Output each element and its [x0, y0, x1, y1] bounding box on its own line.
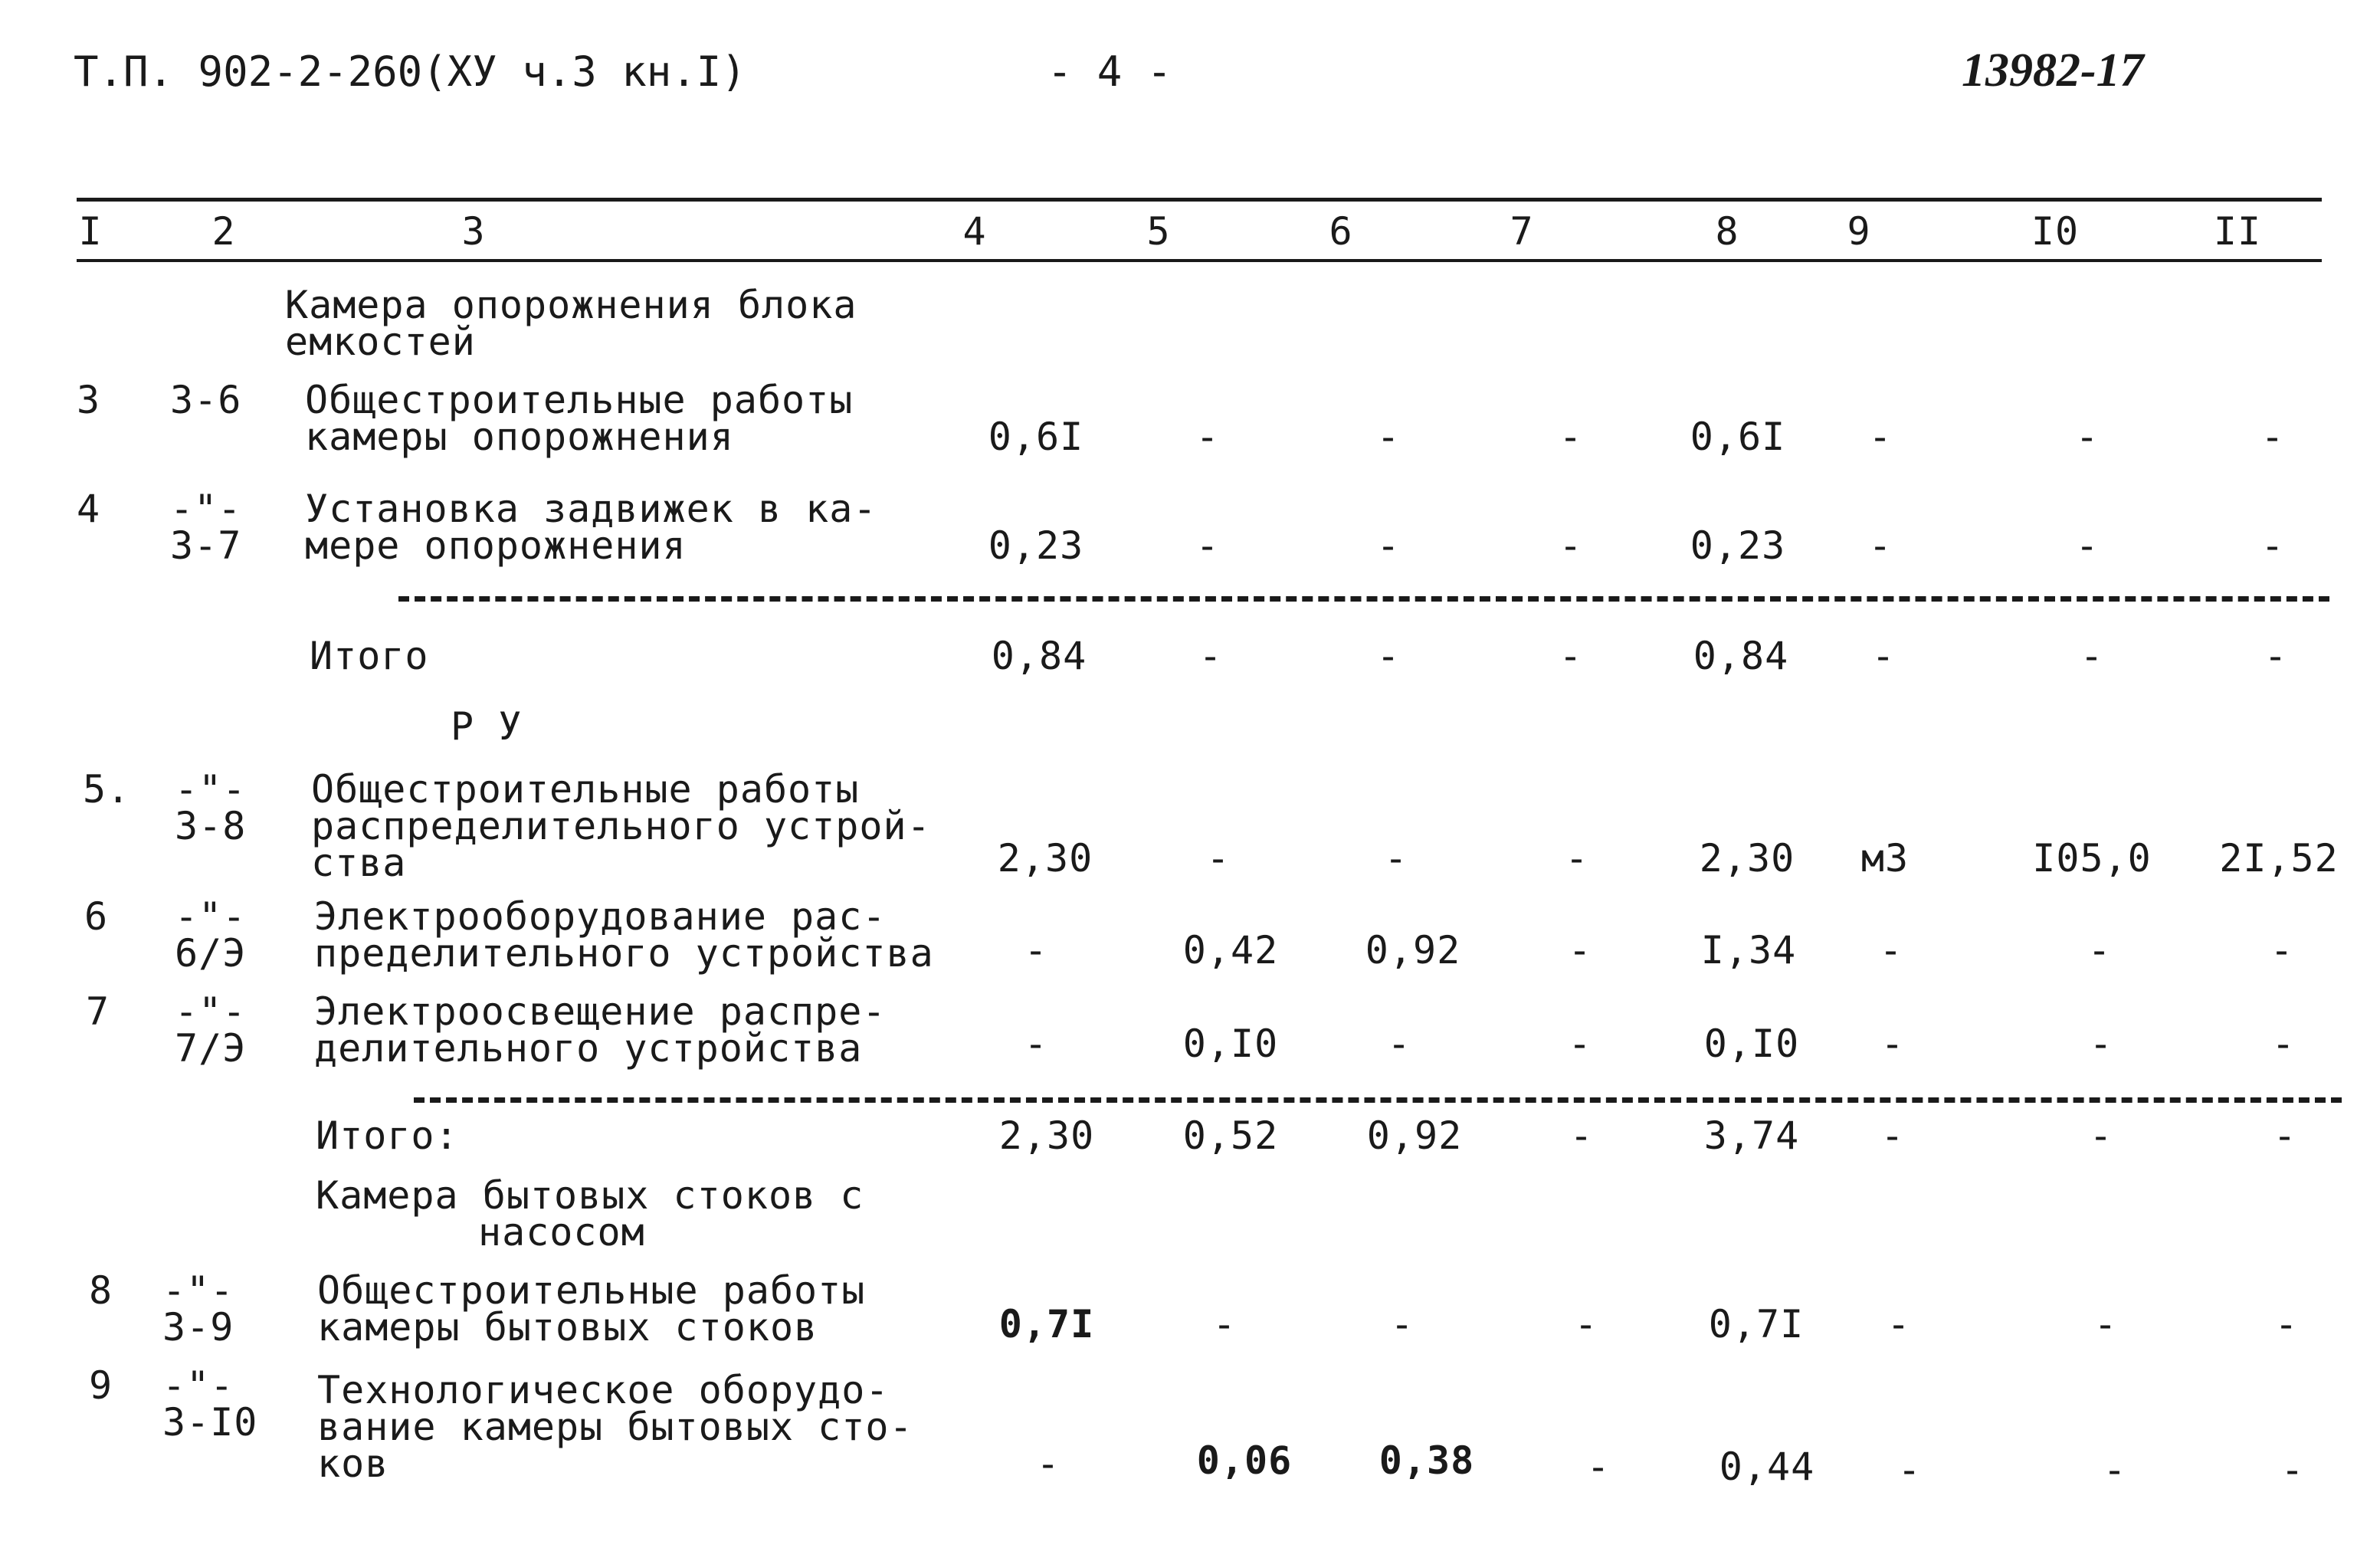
value-col11: -	[2271, 1022, 2296, 1066]
work-code: 3-I0	[162, 1400, 258, 1445]
value-col9: -	[1880, 1113, 1905, 1158]
value-col9: -	[1897, 1448, 1922, 1492]
work-name: Общестроительные работы	[305, 378, 854, 422]
value-col7: -	[1569, 1113, 1594, 1158]
value-col5: 0,42	[1182, 928, 1279, 972]
value-col5: -	[1198, 634, 1223, 678]
value-col11: -	[2264, 634, 2288, 678]
value-col8: 0,84	[1693, 634, 1789, 678]
value-col10: -	[2089, 1113, 2113, 1158]
column-header: 7	[1510, 209, 1534, 254]
value-col9: -	[1871, 634, 1896, 678]
work-name: мере опорожнения	[305, 523, 687, 568]
value-col4: 0,6I	[988, 415, 1084, 459]
dashed-separator	[414, 1097, 2342, 1103]
value-col7: -	[1559, 523, 1583, 568]
column-header: II	[2213, 209, 2262, 254]
value-col5: 0,I0	[1182, 1022, 1279, 1066]
value-col10: -	[2080, 634, 2104, 678]
total-label: Итого	[310, 634, 429, 678]
value-col11: -	[2280, 1448, 2305, 1492]
work-name: пределительного устройства	[314, 931, 934, 976]
value-col7: -	[1568, 928, 1592, 972]
value-col4: -	[1024, 928, 1048, 972]
column-header: 9	[1847, 209, 1871, 254]
value-col8: I,34	[1700, 928, 1797, 972]
value-col4: -	[1036, 1441, 1061, 1486]
value-col7: -	[1568, 1022, 1592, 1066]
value-col5: -	[1195, 523, 1220, 568]
section-title: емкостей	[285, 320, 476, 364]
value-col8: 0,I0	[1703, 1022, 1800, 1066]
value-col11: -	[2270, 928, 2294, 972]
value-col4: 0,23	[988, 523, 1084, 568]
value-col6: 0,92	[1365, 928, 1461, 972]
row-number: 3	[77, 378, 101, 422]
value-col10: I05,0	[2032, 836, 2152, 881]
value-col6: 0,92	[1366, 1113, 1463, 1158]
value-col8: 0,6I	[1690, 415, 1786, 459]
value-col7: -	[1559, 415, 1583, 459]
section-title: Р У	[451, 704, 523, 749]
value-col8: 3,74	[1703, 1113, 1800, 1158]
column-header: I	[78, 209, 103, 254]
table-header-rule	[77, 259, 2322, 262]
value-col7: -	[1559, 634, 1583, 678]
column-header: 5	[1146, 209, 1171, 254]
column-header: 6	[1329, 209, 1353, 254]
column-header: 3	[461, 209, 486, 254]
value-col11: 2I,52	[2219, 836, 2339, 881]
column-header: 4	[962, 209, 987, 254]
value-col10: -	[2093, 1302, 2118, 1346]
work-name: ков	[317, 1441, 389, 1486]
work-code: 6/Э	[175, 931, 247, 976]
work-name: Установка задвижек в ка-	[305, 487, 877, 531]
work-code: 7/Э	[175, 1026, 247, 1071]
value-col11: -	[2273, 1113, 2297, 1158]
section-title: Камера бытовых стоков с	[316, 1173, 864, 1218]
row-number: 6	[84, 894, 109, 939]
dashed-separator	[398, 596, 2329, 602]
work-name: камеры бытовых стоков	[317, 1305, 818, 1350]
value-col5: -	[1212, 1302, 1237, 1346]
value-col6: -	[1390, 1302, 1415, 1346]
row-number: 8	[89, 1268, 113, 1313]
column-header: 8	[1715, 209, 1739, 254]
value-col9: м3	[1860, 836, 1910, 881]
page-number: - 4 -	[1047, 48, 1172, 96]
value-col8: 0,44	[1719, 1445, 1815, 1489]
value-col10: -	[2075, 523, 2100, 568]
value-col11: -	[2260, 415, 2285, 459]
work-code: 3-9	[162, 1305, 234, 1350]
work-code: -"-	[162, 1268, 234, 1313]
work-code: -"-	[170, 487, 242, 531]
column-header: I0	[2031, 209, 2080, 254]
value-col9: -	[1880, 1022, 1905, 1066]
value-col9: -	[1879, 928, 1903, 972]
value-col6: 0,38	[1378, 1438, 1475, 1483]
work-name: камеры опорожнения	[305, 415, 734, 459]
row-number: 5.	[83, 767, 131, 812]
value-col5: 0,06	[1196, 1438, 1293, 1483]
value-col11: -	[2260, 523, 2285, 568]
value-col4: 2,30	[998, 1113, 1095, 1158]
work-code: 3-8	[175, 804, 247, 848]
row-number: 7	[86, 989, 110, 1034]
value-col6: -	[1384, 836, 1408, 881]
value-col9: -	[1868, 415, 1893, 459]
value-col6: -	[1376, 415, 1401, 459]
value-col5: -	[1195, 415, 1220, 459]
work-name: Общестроительные работы	[311, 767, 860, 812]
work-code: -"-	[162, 1363, 234, 1408]
work-name: Общестроительные работы	[317, 1268, 866, 1313]
value-col5: -	[1206, 836, 1231, 881]
value-col5: 0,52	[1182, 1113, 1279, 1158]
document-designation: Т.П. 902-2-260(ХУ ч.3 кн.I)	[74, 48, 746, 96]
value-col7: -	[1565, 836, 1589, 881]
work-name: вание камеры бытовых сто-	[317, 1405, 913, 1449]
value-col4: 0,7I	[998, 1302, 1095, 1346]
work-code: 3-7	[170, 523, 242, 568]
total-label: Итого:	[316, 1113, 459, 1158]
work-code: 3-6	[170, 378, 242, 422]
value-col8: 2,30	[1699, 836, 1795, 881]
value-col4: 0,84	[991, 634, 1087, 678]
value-col8: 0,23	[1690, 523, 1786, 568]
value-col10: -	[2087, 928, 2112, 972]
column-header: 2	[211, 209, 236, 254]
value-col6: -	[1387, 1022, 1411, 1066]
value-col9: -	[1887, 1302, 1911, 1346]
work-name: ства	[311, 841, 407, 885]
value-col6: -	[1376, 523, 1401, 568]
work-code: -"-	[175, 767, 247, 812]
work-name: Электроосвещение распре-	[314, 989, 887, 1034]
value-col7: -	[1574, 1302, 1598, 1346]
work-name: распределительного устрой-	[311, 804, 931, 848]
row-number: 9	[89, 1363, 113, 1408]
work-code: -"-	[175, 894, 247, 939]
work-name: Электрооборудование рас-	[314, 894, 887, 939]
value-col4: 2,30	[997, 836, 1093, 881]
work-name: делительного устройства	[314, 1026, 863, 1071]
value-col11: -	[2274, 1302, 2299, 1346]
value-col10: -	[2103, 1448, 2127, 1492]
value-col10: -	[2089, 1022, 2113, 1066]
work-name: Технологическое оборудо-	[317, 1368, 890, 1412]
value-col9: -	[1868, 523, 1893, 568]
table-top-rule	[77, 198, 2322, 202]
row-number: 4	[77, 487, 101, 531]
inventory-number: 13982-17	[1962, 44, 2144, 97]
work-code: -"-	[175, 989, 247, 1034]
value-col6: -	[1376, 634, 1401, 678]
value-col8: 0,7I	[1708, 1302, 1805, 1346]
section-title: Камера опорожнения блока	[285, 283, 857, 327]
value-col7: -	[1586, 1445, 1611, 1489]
value-col4: -	[1024, 1022, 1048, 1066]
section-title: насосом	[478, 1210, 645, 1254]
value-col10: -	[2075, 415, 2100, 459]
